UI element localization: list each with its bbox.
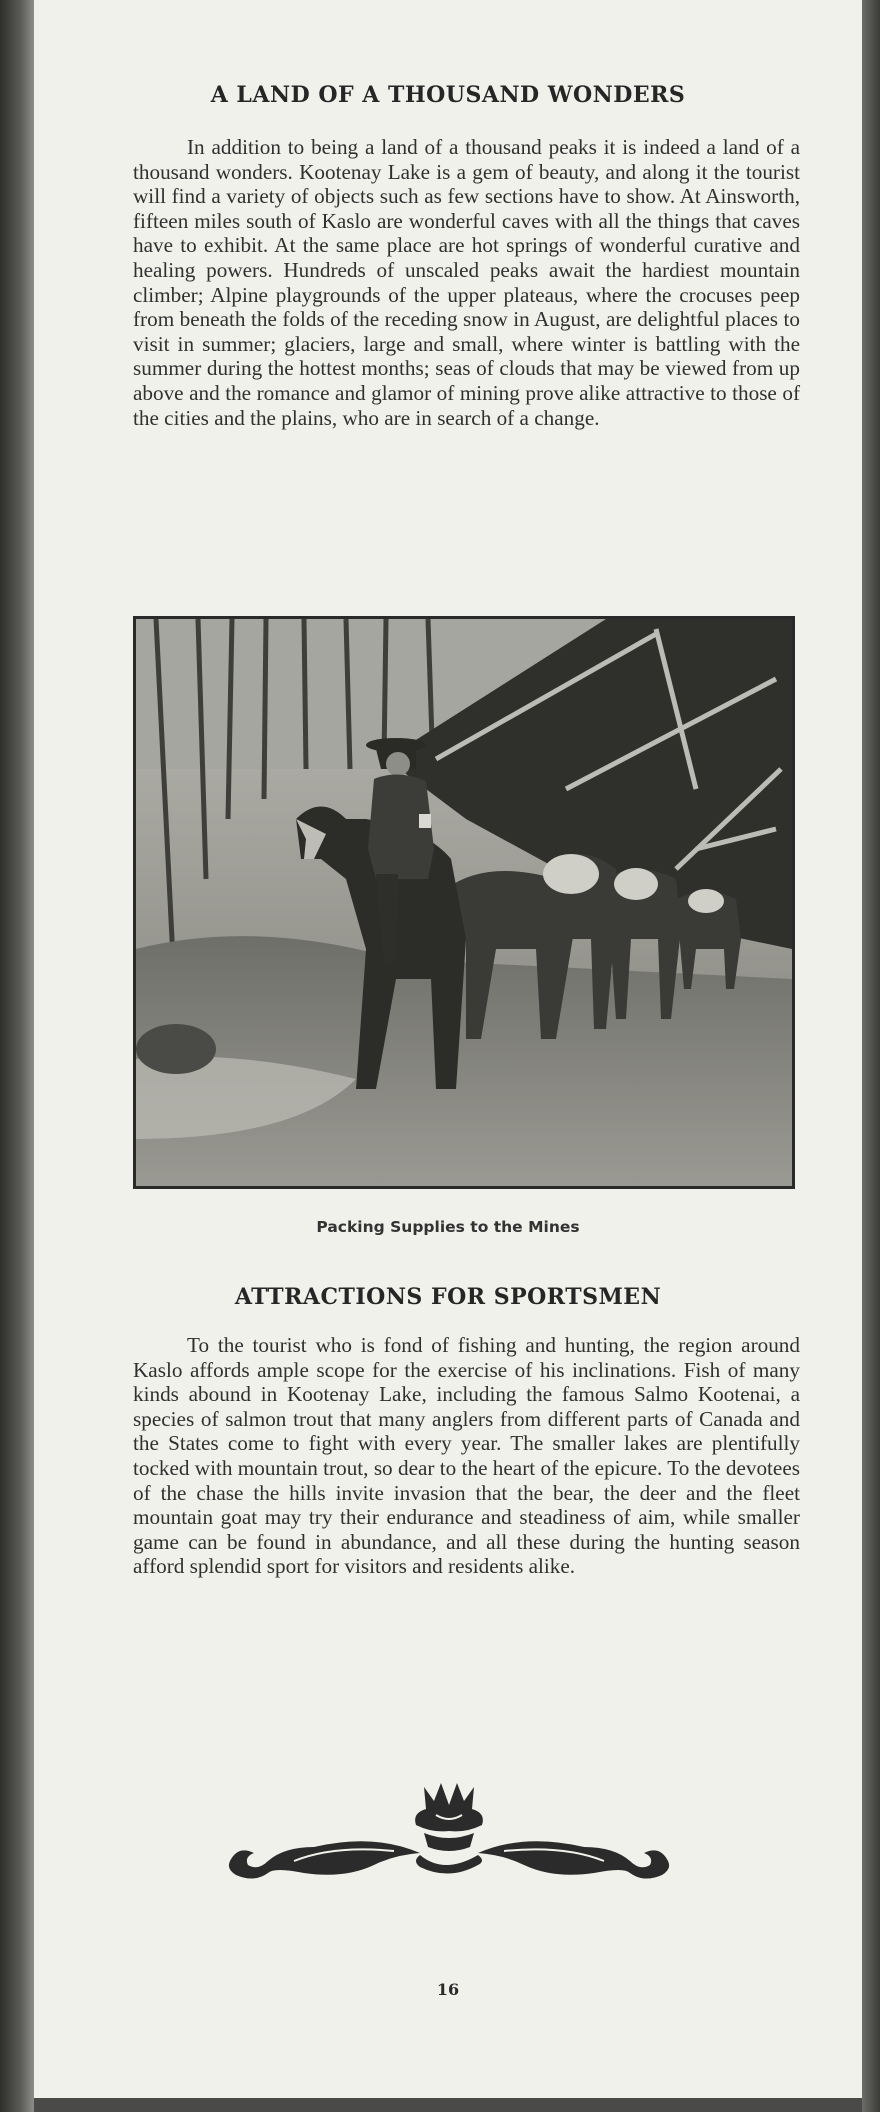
scan-border-left (0, 0, 34, 2112)
section-body-sportsmen: To the tourist who is fond of fishing and hunting, the region around Kaslo affords ample scope for the exercise of his inclinations. Fish of many kinds abound in Kootenay Lake, including the famous Salmo Kootenai, a species of salmon trout that many anglers from different parts of Canada and the States come to fight with every year. The smaller lakes are plentifully tocked with mountain trout, so dear to the heart of the epicure. To the devotees of the chase the hills invite invasion that the bear, the deer and the fleet mountain goat may try their endurance and steadiness of aim, while smaller game can be found in abundance, and all these during the hunting season afford splendid sport for visitors and residents alike. (133, 1333, 800, 1579)
section-heading-wonders: A LAND OF A THOUSAND WONDERS (210, 82, 686, 108)
section-heading-sportsmen: ATTRACTIONS FOR SPORTSMEN (234, 1284, 662, 1310)
packhorse-photo-illustration (136, 619, 792, 1186)
brochure-page (34, 0, 862, 2098)
floral-scroll-ornament-icon (224, 1775, 674, 1885)
photo-caption: Packing Supplies to the Mines (316, 1218, 580, 1236)
scan-border-right (862, 0, 880, 2112)
page-number: 16 (436, 1980, 460, 1999)
section-body-wonders: In addition to being a land of a thousand peaks it is indeed a land of a thousand wonders. Kootenay Lake is a gem of beauty, and along it the tourist will find a variety of objects such as few sections have to show. At Ainsworth, fifteen miles south of Kaslo are wonderful caves with all the things that caves have to exhibit. At the same place are hot springs of wonderful curative and healing powers. Hundreds of unscaled peaks await the hardiest mountain climber; Alpine playgrounds of the upper plateaus, where the crocuses peep from beneath the folds of the receding snow in August, are delightful places to visit in summer; glaciers, large and small, where winter is battling with the summer during the hottest months; seas of clouds that may be viewed from up above and the romance and glamor of mining prove alike attractive to those of the cities and the plains, who are in search of a change. (133, 135, 800, 430)
photo-packing-supplies (133, 616, 795, 1189)
